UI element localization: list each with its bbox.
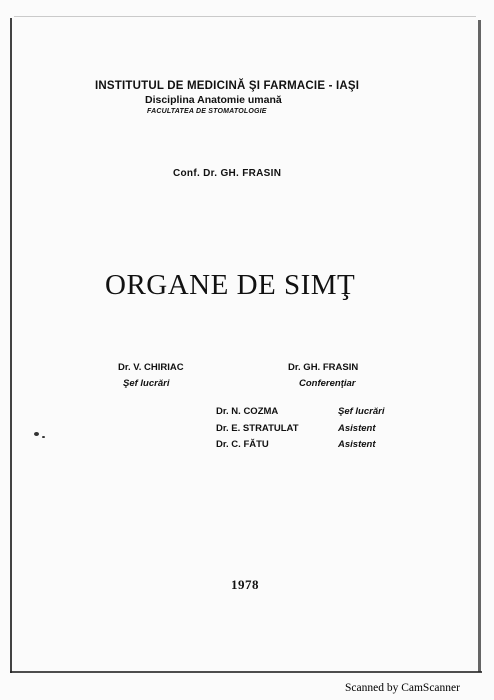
contributor-name: Dr. N. COZMA — [216, 406, 279, 417]
contributor-name: Dr. E. STRATULAT — [216, 423, 299, 434]
main-author: Conf. Dr. GH. FRASIN — [173, 168, 282, 179]
contributor-role: Şef lucrări — [338, 406, 385, 417]
document-title: ORGANE DE SIMŢ — [105, 269, 356, 301]
contributor-role: Asistent — [338, 423, 376, 434]
institution-name: INSTITUTUL DE MEDICINĂ ŞI FARMACIE - IAŞI — [95, 80, 360, 92]
faculty-name: FACULTATEA DE STOMATOLOGIE — [147, 108, 267, 115]
page-edge-bottom — [10, 671, 482, 673]
contributor-role: Şef lucrări — [123, 378, 170, 389]
contributor-name: Dr. C. FĂTU — [216, 439, 269, 450]
institution-header — [95, 80, 415, 115]
contributor-name: Dr. V. CHIRIAC — [118, 362, 184, 373]
contributor-role: Conferenţiar — [299, 378, 356, 389]
contributor-name: Dr. GH. FRASIN — [288, 362, 359, 373]
discipline-name: Disciplina Anatomie umană — [145, 94, 282, 106]
publication-year: 1978 — [231, 577, 259, 592]
contributor-role: Asistent — [338, 439, 376, 450]
page-edge-top — [14, 16, 476, 17]
scan-speck — [34, 432, 39, 436]
page-edge-right — [478, 20, 481, 672]
page-edge-left — [10, 18, 12, 673]
scan-speck — [42, 436, 45, 438]
scanner-watermark: Scanned by CamScanner — [345, 682, 460, 694]
